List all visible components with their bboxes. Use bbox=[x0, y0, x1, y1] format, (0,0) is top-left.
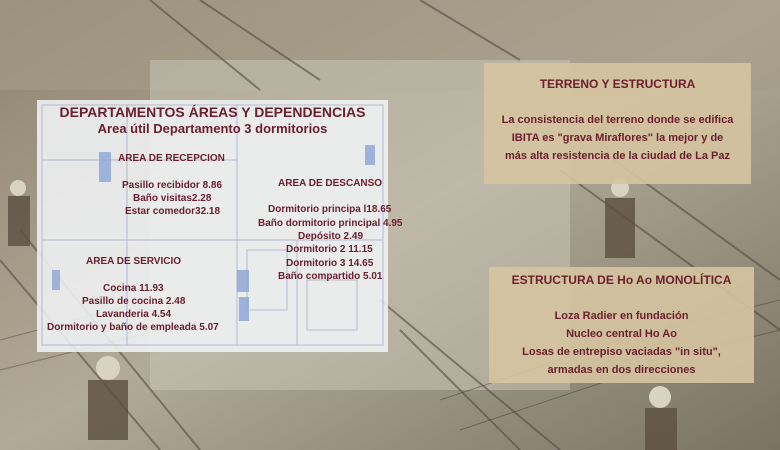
recepcion-item: Estar comedor32.18 bbox=[125, 206, 221, 217]
estructura-line: Losas de entrepiso vaciadas "in situ", bbox=[522, 346, 721, 358]
estructura-line: Nucleo central Ho Ao bbox=[566, 328, 677, 340]
panel-subtitle: Area útil Departamento 3 dormitorios bbox=[97, 121, 328, 136]
recepcion-item: Baño visitas2.28 bbox=[133, 193, 212, 204]
terreno-box bbox=[484, 63, 751, 184]
terreno-line: más alta resistencia de la ciudad de La Paz bbox=[505, 150, 730, 162]
estructura-box bbox=[489, 267, 754, 383]
estructura-heading: ESTRUCTURA DE Ho Ao MONOLÍTICA bbox=[511, 273, 732, 287]
recepcion-item: Pasillo recibidor 8.86 bbox=[122, 180, 223, 191]
terreno-line: La consistencia del terreno donde se edifica bbox=[501, 114, 734, 126]
terreno-line: IBITA es "grava Miraflores" la mejor y de bbox=[511, 132, 724, 144]
estructura-line: armadas en dos direcciones bbox=[547, 364, 696, 376]
servicio-item: Pasillo de cocina 2.48 bbox=[82, 296, 186, 307]
servicio-item: Lavanderia 4.54 bbox=[96, 309, 172, 320]
recepcion-heading: AREA DE RECEPCION bbox=[118, 153, 225, 164]
servicio-item: Cocina 11.93 bbox=[103, 283, 164, 294]
descanso-item: Baño dormitorio principal 4.95 bbox=[258, 218, 403, 229]
descanso-item: Dormitorio 3 14.65 bbox=[286, 258, 374, 269]
terreno-heading: TERRENO Y ESTRUCTURA bbox=[539, 77, 696, 91]
descanso-item: Dormitorio 2 11.15 bbox=[286, 244, 373, 255]
servicio-heading: AREA DE SERVICIO bbox=[86, 256, 182, 267]
descanso-item: Dormitorio principa l18.65 bbox=[268, 204, 392, 215]
estructura-line: Loza Radier en fundación bbox=[554, 310, 689, 322]
panel-title: DEPARTAMENTOS ÁREAS Y DEPENDENCIAS bbox=[59, 104, 366, 120]
servicio-item: Dormitorio y baño de empleada 5.07 bbox=[47, 322, 219, 333]
descanso-item: Depósito 2.49 bbox=[298, 231, 364, 242]
descanso-heading: AREA DE DESCANSO bbox=[278, 178, 383, 189]
descanso-item: Baño compartido 5.01 bbox=[278, 271, 383, 282]
